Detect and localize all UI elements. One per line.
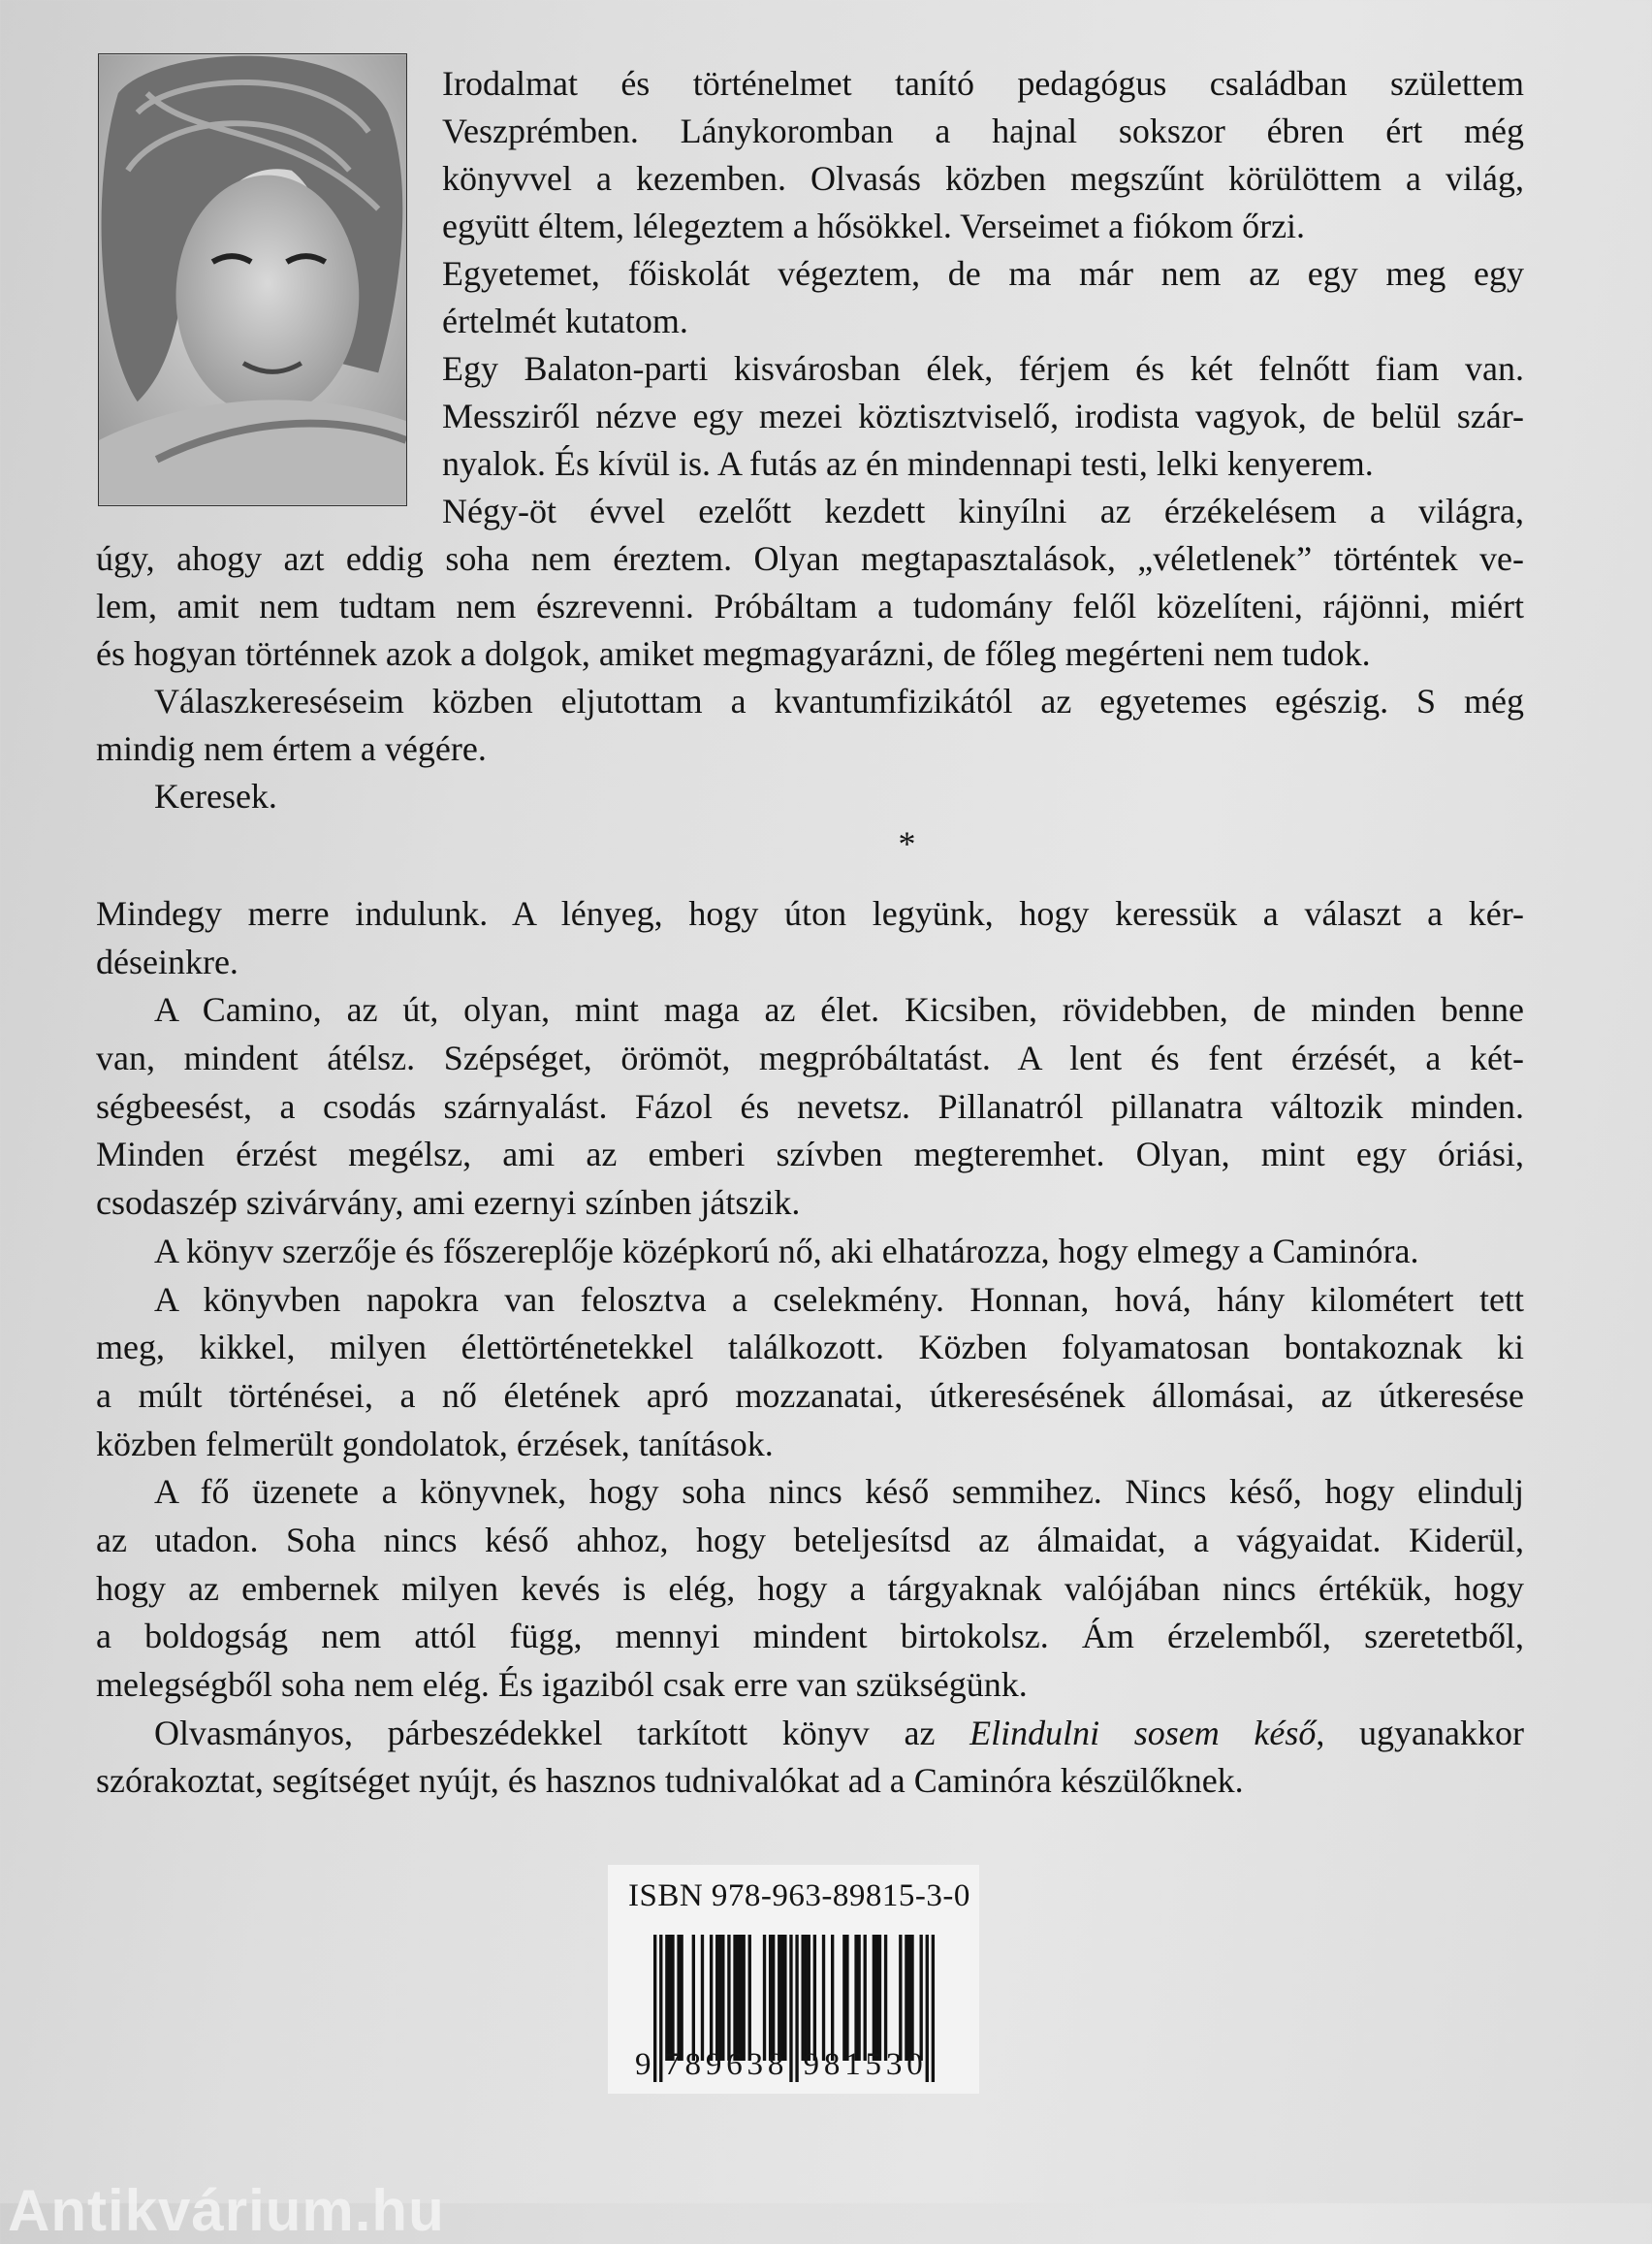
barcode-bar bbox=[780, 1935, 783, 2061]
barcode-digit: 0 bbox=[906, 2047, 923, 2082]
bio-line: Válaszkereséseim közben eljutottam a kvantumfizikától az egyetemes egészig. S még bbox=[154, 682, 1524, 721]
barcode-bar bbox=[907, 1935, 910, 2061]
separator-asterisk: * bbox=[898, 824, 916, 863]
barcode-bar bbox=[743, 1935, 746, 2061]
barcode-bar bbox=[671, 1935, 674, 2061]
bio-line: úgy, ahogy azt eddig soha nem éreztem. Olyan megtapasztalások, „véletlenek” történtek ve- bbox=[96, 539, 1524, 578]
bio-line: Veszprémben. Lánykoromban a hajnal sokszor ébren ért még bbox=[442, 112, 1524, 150]
barcode-bar bbox=[733, 1935, 736, 2061]
blurb-line: A Camino, az út, olyan, mint maga az élet. Kicsiben, rövidebben, de minden benne bbox=[154, 990, 1524, 1030]
barcode-bar bbox=[665, 1935, 668, 2061]
blurb-line: A könyv szerzője és főszereplője középkorú nő, aki elhatározza, hogy elmegy a Caminóra. bbox=[154, 1231, 1419, 1270]
barcode-bar bbox=[748, 1935, 751, 2061]
barcode-digit: 6 bbox=[726, 2047, 743, 2082]
bio-line: Egy Balaton-parti kisvárosban élek, férjem és két felnőtt fiam van. bbox=[442, 349, 1524, 388]
barcode-bar bbox=[854, 1935, 857, 2061]
blurb-line: A könyvben napokra van felosztva a cselekmény. Honnan, hová, hány kilométert tett bbox=[154, 1279, 1524, 1319]
barcode-bar bbox=[739, 1935, 742, 2061]
barcode-bar bbox=[736, 1935, 739, 2061]
barcode-digit: 9 bbox=[705, 2047, 722, 2082]
blurb-line: a múlt történései, a nő életének apró mozzanatai, útkeresésének állomásai, az útkeresése bbox=[96, 1375, 1524, 1415]
barcode-bar bbox=[692, 1935, 695, 2061]
back-cover-text bbox=[96, 60, 1524, 1806]
barcode-bar bbox=[677, 1935, 680, 2061]
barcode-bar bbox=[857, 1935, 860, 2061]
book-blurb bbox=[96, 890, 1524, 1710]
bio-line: mindig nem értem a végére. bbox=[96, 729, 487, 768]
section-separator bbox=[96, 820, 1524, 868]
barcode-bar bbox=[831, 1935, 834, 2061]
barcode-bar bbox=[763, 1935, 766, 2061]
bio-line: értelmét kutatom. bbox=[442, 302, 688, 340]
barcode-bar bbox=[822, 1935, 825, 2061]
barcode-bar bbox=[680, 1935, 683, 2061]
text-segment: Olvasmányos, párbeszédekkel tarkított könyv az bbox=[154, 1713, 970, 1752]
barcode-bar bbox=[920, 1935, 923, 2061]
barcode-bar bbox=[668, 1935, 671, 2061]
barcode-bar bbox=[813, 1935, 816, 2061]
barcode-digit: 7 bbox=[664, 2047, 681, 2082]
text-segment: , ugyanakkor bbox=[1316, 1713, 1524, 1752]
watermark: Antikvárium.hu bbox=[8, 2178, 445, 2243]
bio-line: Egyetemet, főiskolát végeztem, de ma már nem az egy meg egy bbox=[442, 254, 1524, 293]
blurb-line: van, mindent átélsz. Szépséget, örömöt, megpróbáltatást. A lent és fent érzését, a két- bbox=[96, 1039, 1524, 1078]
barcode-bar bbox=[710, 1935, 713, 2061]
blurb-line: csodaszép szivárvány, ami ezernyi színben játszik. bbox=[96, 1183, 801, 1223]
barcode-bar bbox=[878, 1935, 881, 2061]
bio-line: Messziről nézve egy mezei köztisztviselő, irodista vagyok, de belül szár- bbox=[442, 397, 1524, 435]
blurb-line: ségbeesést, a csodás szárnyalást. Fázol és nevetsz. Pillanatról pillanatra változik minden. bbox=[96, 1086, 1524, 1126]
barcode-digit: 3 bbox=[885, 2047, 903, 2082]
barcode-bar bbox=[802, 1935, 805, 2061]
barcode-bar bbox=[910, 1935, 913, 2061]
book-title: Elindulni sosem késő bbox=[969, 1713, 1317, 1752]
barcode-digit: 9 bbox=[635, 2047, 651, 2082]
bio-line: Irodalmat és történelmet tanító pedagógus családban születtem bbox=[442, 64, 1524, 103]
isbn-barcode-label bbox=[608, 1865, 979, 2094]
blurb-line: melegségből soha nem elég. És igaziból csak erre van szükségünk. bbox=[96, 1665, 1028, 1704]
blurb-closing-line-2: szórakoztat, segítséget nyújt, és hasznos tudnivalókat ad a Caminóra készülőknek. bbox=[96, 1761, 1244, 1801]
blurb-line: hogy az embernek milyen kevés is elég, hogy a tárgyaknak valójában nincs értékük, hogy bbox=[96, 1568, 1524, 1608]
barcode-bar bbox=[805, 1935, 808, 2061]
barcode-bar bbox=[808, 1935, 810, 2061]
bio-line: együtt éltem, lélegeztem a hősökkel. Verseimet a fiókom őrzi. bbox=[442, 207, 1306, 245]
barcode-digit: 9 bbox=[803, 2047, 819, 2082]
blurb-line: A fő üzenete a könyvnek, hogy soha nincs késő semmihez. Nincs késő, hogy elindulj bbox=[154, 1472, 1524, 1512]
bio-line: Keresek. bbox=[154, 777, 277, 816]
blurb-line: az utadon. Soha nincs késő ahhoz, hogy beteljesítsd az álmaidat, a vágyaidat. Kiderül, bbox=[96, 1520, 1524, 1559]
barcode-bar bbox=[926, 1935, 929, 2082]
bio-line: nyalok. És kívül is. A futás az én mindennapi testi, lelki kenyerem. bbox=[442, 444, 1374, 483]
barcode-digit: 5 bbox=[865, 2047, 882, 2082]
barcode-bar bbox=[884, 1935, 887, 2061]
barcode-bar bbox=[721, 1935, 724, 2061]
barcode-bar bbox=[795, 1935, 798, 2082]
barcode-bar bbox=[778, 1935, 780, 2061]
barcode-bar bbox=[899, 1935, 902, 2061]
barcode-bar bbox=[864, 1935, 867, 2061]
author-photo bbox=[98, 53, 407, 506]
barcode-digit: 3 bbox=[747, 2047, 764, 2082]
blurb-line: közben felmerült gondolatok, érzések, tanítások. bbox=[96, 1424, 774, 1463]
barcode-bar bbox=[875, 1935, 878, 2061]
barcode-bar bbox=[727, 1935, 730, 2061]
barcode-bar bbox=[772, 1935, 775, 2061]
barcode-digit: 1 bbox=[844, 2047, 861, 2082]
barcode-bar bbox=[932, 1935, 935, 2082]
blurb-line: déseinkre. bbox=[96, 942, 238, 981]
bio-line: lem, amit nem tudtam nem észrevenni. Próbáltam a tudomány felől közelíteni, rájönni, miért bbox=[96, 587, 1524, 625]
barcode-bar bbox=[842, 1935, 845, 2061]
barcode-digit: 8 bbox=[823, 2047, 841, 2082]
barcode-bar bbox=[789, 1935, 792, 2082]
bio-line: és hogyan történnek azok a dolgok, amiket megmagyarázni, de főleg megérteni nem tudok. bbox=[96, 634, 1371, 673]
blurb-line: meg, kikkel, milyen élettörténetekkel találkozott. Közben folyamatosan bontakoznak ki bbox=[96, 1328, 1524, 1367]
barcode-bar bbox=[845, 1935, 848, 2061]
barcode-digit: 8 bbox=[767, 2047, 784, 2082]
barcode-bar bbox=[873, 1935, 875, 2061]
barcode-bar bbox=[769, 1935, 772, 2061]
blurb-line: Mindegy merre indulunk. A lényeg, hogy úton legyünk, hogy keressük a választ a kér- bbox=[96, 894, 1524, 933]
bio-line: könyvvel a kezemben. Olvasás közben megszűnt körülöttem a világ, bbox=[442, 159, 1524, 198]
blurb-line: Minden érzést megélsz, ami az emberi szívben megteremhet. Olyan, mint egy óriási, bbox=[96, 1135, 1524, 1174]
blurb-line: a boldogság nem attól függ, mennyi mindent birtokolsz. Ám érzelemből, szeretetből, bbox=[96, 1617, 1524, 1656]
barcode-bar bbox=[715, 1935, 718, 2061]
barcode-bar bbox=[659, 1935, 662, 2082]
barcode-bar bbox=[905, 1935, 907, 2061]
barcode-bar bbox=[653, 1935, 656, 2082]
barcode-bar bbox=[701, 1935, 704, 2061]
barcode-bar bbox=[783, 1935, 786, 2061]
isbn-number: ISBN 978-963-89815-3-0 bbox=[628, 1878, 970, 1913]
author-portrait-image bbox=[99, 54, 406, 505]
bio-line: Négy-öt évvel ezelőtt kezdett kinyílni az érzékelésem a világra, bbox=[442, 492, 1524, 530]
barcode-digit: 8 bbox=[684, 2047, 701, 2082]
barcode-bar bbox=[718, 1935, 721, 2061]
blurb-closing-line-1 bbox=[96, 1710, 1524, 1758]
